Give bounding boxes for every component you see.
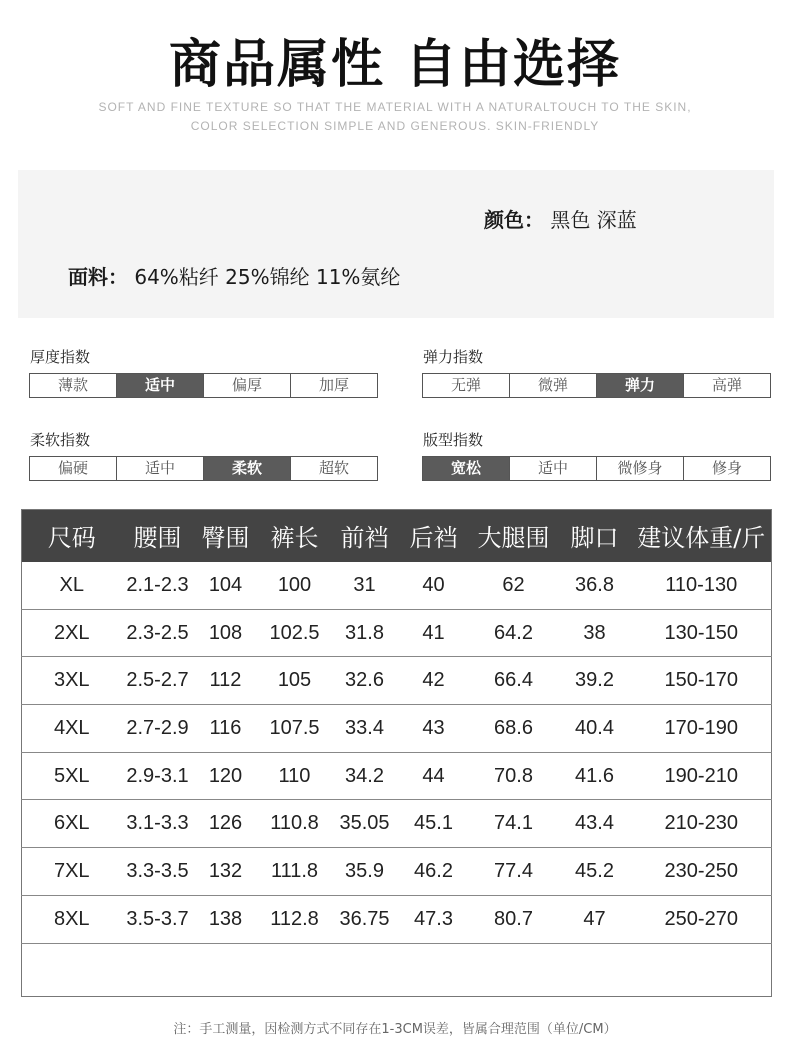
table-cell: 111.8 (258, 848, 332, 896)
fabric-label: 面料： (68, 265, 128, 289)
table-cell: 45.2 (558, 848, 632, 896)
index-option-selected: 柔软 (204, 457, 291, 480)
table-cell: 36.75 (332, 895, 398, 943)
table-cell: 31 (332, 562, 398, 610)
table-cell: 80.7 (470, 895, 558, 943)
table-cell: 150-170 (632, 657, 772, 705)
table-cell: 40.4 (558, 705, 632, 753)
table-cell: 3XL (22, 657, 122, 705)
table-cell: 42 (398, 657, 470, 705)
fabric-value: 64%粘纤 25%锦纶 11%氨纶 (134, 265, 401, 289)
table-cell: 108 (194, 609, 258, 657)
table-cell: 35.05 (332, 800, 398, 848)
header-length: 裤长 (258, 510, 332, 562)
table-cell: 43 (398, 705, 470, 753)
table-cell: 2.3-2.5 (122, 609, 194, 657)
table-cell: 120 (194, 752, 258, 800)
index-option: 超软 (291, 457, 377, 480)
table-cell: 112 (194, 657, 258, 705)
table-cell: 62 (470, 562, 558, 610)
table-cell: 3.1-3.3 (122, 800, 194, 848)
table-cell: 190-210 (632, 752, 772, 800)
table-cell: 3.3-3.5 (122, 848, 194, 896)
product-info-panel (18, 170, 774, 318)
table-row (22, 848, 772, 896)
table-cell: 40 (398, 562, 470, 610)
table-cell: 116 (194, 705, 258, 753)
table-cell: XL (22, 562, 122, 610)
table-cell: 8XL (22, 895, 122, 943)
table-cell: 38 (558, 609, 632, 657)
size-chart-table (21, 509, 772, 997)
table-cell: 126 (194, 800, 258, 848)
softness-index-bar (29, 456, 378, 481)
index-option: 加厚 (291, 374, 377, 397)
table-cell: 77.4 (470, 848, 558, 896)
table-cell: 41 (398, 609, 470, 657)
measurement-note: 注：手工测量，因检测方式不同存在1-3CM误差，皆属合理范围（单位/CM） (173, 1022, 617, 1037)
index-option-selected: 宽松 (423, 457, 510, 480)
page-title: 商品属性 自由选择 (168, 35, 622, 95)
table-cell: 110 (258, 752, 332, 800)
table-cell: 2.1-2.3 (122, 562, 194, 610)
table-cell: 110-130 (632, 562, 772, 610)
table-cell: 70.8 (470, 752, 558, 800)
header-size: 尺码 (22, 510, 122, 562)
table-cell: 105 (258, 657, 332, 705)
softness-index-title: 柔软指数 (30, 431, 91, 449)
table-cell: 2.9-3.1 (122, 752, 194, 800)
table-cell: 36.8 (558, 562, 632, 610)
table-cell: 64.2 (470, 609, 558, 657)
table-row (22, 562, 772, 610)
table-row (22, 800, 772, 848)
header-hip: 臀围 (194, 510, 258, 562)
table-cell: 6XL (22, 800, 122, 848)
fit-index-title: 版型指数 (423, 431, 484, 449)
index-option: 偏硬 (30, 457, 117, 480)
table-row (22, 609, 772, 657)
index-option: 微弹 (510, 374, 597, 397)
index-option: 无弹 (423, 374, 510, 397)
table-cell: 102.5 (258, 609, 332, 657)
table-cell: 2.7-2.9 (122, 705, 194, 753)
table-cell: 74.1 (470, 800, 558, 848)
header-thigh: 大腿围 (470, 510, 558, 562)
table-cell: 4XL (22, 705, 122, 753)
table-cell: 250-270 (632, 895, 772, 943)
table-cell: 110.8 (258, 800, 332, 848)
table-cell: 34.2 (332, 752, 398, 800)
table-cell: 104 (194, 562, 258, 610)
table-cell: 130-150 (632, 609, 772, 657)
color-info (484, 204, 637, 233)
color-value: 黑色 深蓝 (550, 208, 637, 232)
table-cell: 44 (398, 752, 470, 800)
thickness-index-title: 厚度指数 (30, 348, 91, 366)
index-option: 薄款 (30, 374, 117, 397)
table-cell: 32.6 (332, 657, 398, 705)
index-option: 适中 (117, 457, 204, 480)
table-cell: 47.3 (398, 895, 470, 943)
header-back-rise: 后裆 (398, 510, 470, 562)
table-cell: 43.4 (558, 800, 632, 848)
subtitle-line-1: SOFT AND FINE TEXTURE SO THAT THE MATERIAL WITH A NATURALTOUCH TO THE SKIN, (98, 100, 692, 114)
table-cell: 2XL (22, 609, 122, 657)
header-weight: 建议体重/斤 (632, 510, 772, 562)
table-cell: 66.4 (470, 657, 558, 705)
table-cell: 5XL (22, 752, 122, 800)
index-option-selected: 适中 (117, 374, 204, 397)
index-option-selected: 弹力 (597, 374, 684, 397)
header-front-rise: 前裆 (332, 510, 398, 562)
table-row (22, 895, 772, 943)
table-cell: 210-230 (632, 800, 772, 848)
elasticity-index-bar (422, 373, 771, 398)
size-table-header (22, 510, 772, 562)
table-cell: 100 (258, 562, 332, 610)
index-option: 高弹 (684, 374, 770, 397)
table-cell: 47 (558, 895, 632, 943)
table-cell: 33.4 (332, 705, 398, 753)
table-row (22, 657, 772, 705)
subtitle-line-2: COLOR SELECTION SIMPLE AND GENEROUS. SKIN-FRIENDLY (190, 119, 600, 133)
header-waist: 腰围 (122, 510, 194, 562)
thickness-index-bar (29, 373, 378, 398)
index-option: 修身 (684, 457, 770, 480)
color-label: 颜色： (484, 208, 544, 232)
table-cell: 39.2 (558, 657, 632, 705)
table-cell: 107.5 (258, 705, 332, 753)
table-cell: 31.8 (332, 609, 398, 657)
table-cell: 170-190 (632, 705, 772, 753)
table-cell: 2.5-2.7 (122, 657, 194, 705)
table-cell: 41.6 (558, 752, 632, 800)
fabric-info (68, 261, 400, 290)
size-table-body (22, 562, 772, 997)
index-option: 适中 (510, 457, 597, 480)
table-row (22, 705, 772, 753)
fit-index-bar (422, 456, 771, 481)
table-cell: 132 (194, 848, 258, 896)
table-cell: 7XL (22, 848, 122, 896)
table-cell: 3.5-3.7 (122, 895, 194, 943)
empty-row (22, 943, 772, 996)
table-cell: 138 (194, 895, 258, 943)
table-row (22, 752, 772, 800)
index-option: 偏厚 (204, 374, 291, 397)
table-cell: 230-250 (632, 848, 772, 896)
empty-cell (22, 943, 772, 996)
elasticity-index-title: 弹力指数 (423, 348, 484, 366)
table-cell: 68.6 (470, 705, 558, 753)
table-cell: 35.9 (332, 848, 398, 896)
index-option: 微修身 (597, 457, 684, 480)
table-cell: 112.8 (258, 895, 332, 943)
table-cell: 45.1 (398, 800, 470, 848)
table-cell: 46.2 (398, 848, 470, 896)
header-hem: 脚口 (558, 510, 632, 562)
